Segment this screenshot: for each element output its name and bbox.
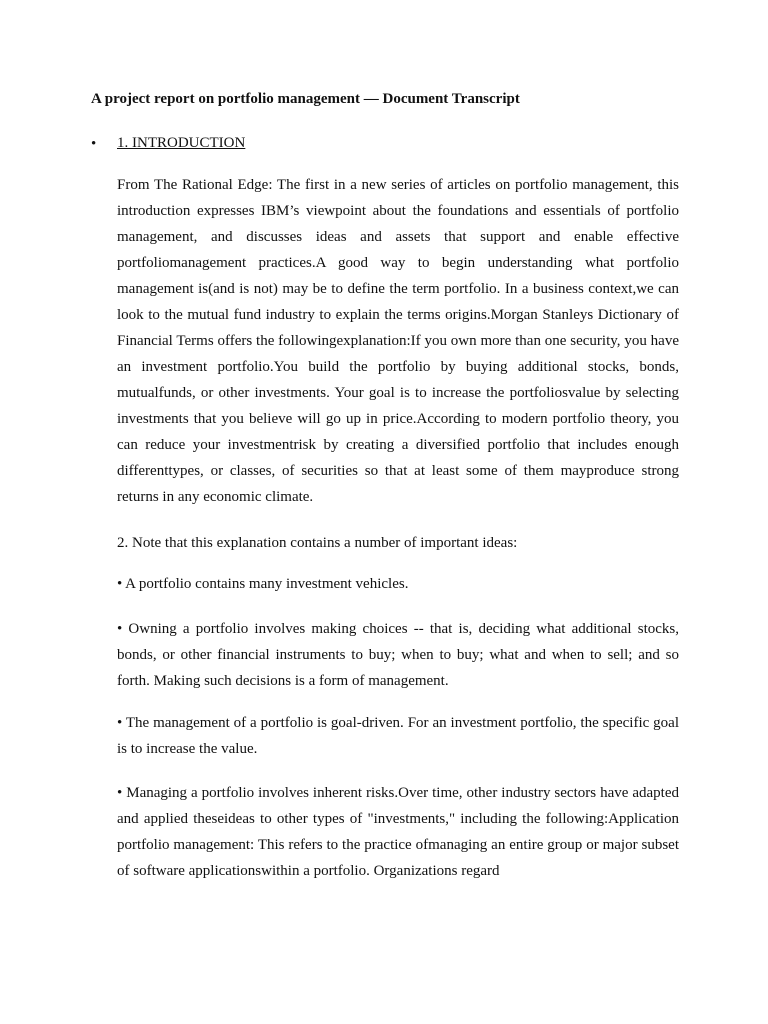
bullet-paragraph-2: • Owning a portfolio involves making choices -- that is, deciding what additional stocks, bonds, or other financial instruments to buy; when to buy; what and when to sell; and so forth. Making such decisions is a form of management. xyxy=(117,621,679,689)
bullet-paragraph-4: • Managing a portfolio involves inherent risks.Over time, other industry sectors have adapted and applied theseideas to other types of "investments," including the following:Application portfolio management: This refers to the practice ofmanaging an entire group or major subset of software applicationswithin a portfolio. Organizations regard xyxy=(117,785,679,879)
section-bullet: • xyxy=(91,136,97,152)
bullet-paragraph-1: • A portfolio contains many investment vehicles. xyxy=(117,576,409,592)
intro-paragraph: From The Rational Edge: The first in a new series of articles on portfolio management, this introduction expresses IBM’s viewpoint about the foundations and essentials of portfolio management, and discusses ideas and assets that support and enable effective portfoliomanagement practices.A good way to begin understanding what portfolio management is(and is not) may be to define the term portfolio. In a business context,we can look to the mutual fund industry to explain the terms origins.Morgan Stanleys Dictionary of Financial Terms offers the followingexplanation:If you own more than one security, you have an investment portfolio.You build the portfolio by buying additional stocks, bonds, mutualfunds, or other investments. Your goal is to increase the portfoliosvalue by selecting investments that you believe will go up in price.According to modern portfolio theory, you can reduce your investmentrisk by creating a diversified portfolio that includes enough differenttypes, or classes, of securities so that at least some of them mayproduce strong returns in any economic climate. xyxy=(117,177,679,505)
document-title: A project report on portfolio management — Document Transcript xyxy=(91,91,520,107)
section-heading-introduction: 1. INTRODUCTION xyxy=(117,135,246,151)
note-paragraph: 2. Note that this explanation contains a number of important ideas: xyxy=(117,535,518,551)
bullet-paragraph-3: • The management of a portfolio is goal-driven. For an investment portfolio, the specific goal is to increase the value. xyxy=(117,715,679,757)
